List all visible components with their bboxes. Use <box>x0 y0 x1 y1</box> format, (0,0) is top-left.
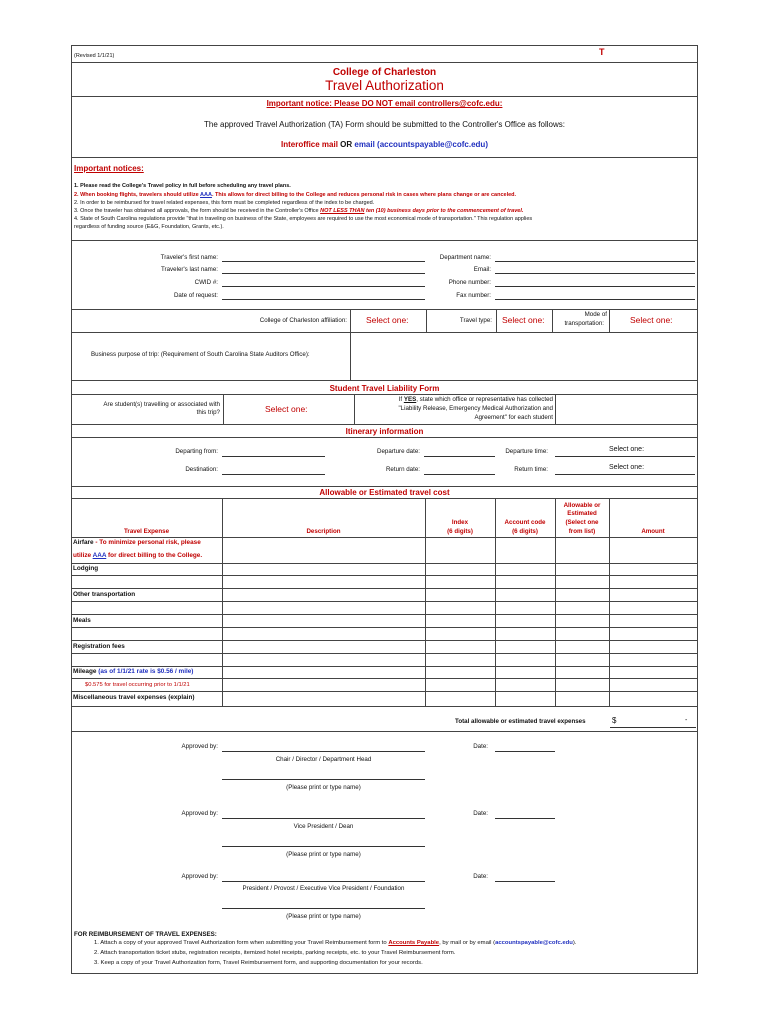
notice-5: 4. State of South Carolina regulations provide "that in traveling on business of the State, employees are required to use the most economical mode of transportation." This regulation applies <box>74 216 533 222</box>
last-name-label: Traveler's last name: <box>160 266 218 273</box>
notice-1: 1. Please read the College's Travel policy in full before scheduling any travel plans. <box>74 183 291 189</box>
airfare-label-2: utilize AAA for direct billing to the College. <box>73 552 203 559</box>
return-time-field[interactable] <box>555 474 695 475</box>
approver-2-role: Vice President / Dean <box>293 823 354 830</box>
aaa-link[interactable]: AAA <box>200 192 212 198</box>
approver-2-date[interactable] <box>495 818 555 819</box>
approver-1-date[interactable] <box>495 751 555 752</box>
accounts-payable-email[interactable]: accountspayable@cofc.edu <box>495 940 573 946</box>
col-allowable-3: (Select one <box>565 519 599 526</box>
cost-section-title: Allowable or Estimated travel cost <box>319 488 450 497</box>
first-name-field[interactable] <box>222 261 425 262</box>
fax-field[interactable] <box>495 299 695 300</box>
phone-field[interactable] <box>495 286 695 287</box>
approver-3-print: (Please print or type name) <box>286 913 361 920</box>
departure-time-field[interactable] <box>555 456 695 457</box>
col-index-2: (6 digits) <box>447 528 473 535</box>
student-question-1: Are student(s) travelling or associated with <box>103 401 220 408</box>
important-notice: Important notice: Please DO NOT email controllers@cofc.edu: <box>266 99 503 108</box>
submit-instruction: The approved Travel Authorization (TA) Form should be submitted to the Controller's Office as follows: <box>204 120 565 129</box>
reimbursement-3: 3. Keep a copy of your Travel Authorization form, Travel Reimbursement form, and supporting documentation for your records. <box>94 960 423 966</box>
approver-3-name[interactable] <box>222 908 425 909</box>
phone-label: Phone number: <box>448 279 491 286</box>
revised-date: (Revised 1/1/21) <box>74 53 115 59</box>
return-date-label: Return date: <box>385 466 420 473</box>
lodging-label: Lodging <box>73 565 99 572</box>
approver-2-print: (Please print or type name) <box>286 851 361 858</box>
return-time-label: Return time: <box>514 466 548 473</box>
itinerary-title: Itinerary information <box>345 427 424 436</box>
reimbursement-2: 2. Attach transportation ticket stubs, registration receipts, itemized hotel receipts, parking receipts, etc. to your Travel Reimbursement form. <box>94 950 456 956</box>
dept-label: Department name: <box>439 254 491 261</box>
affiliation-label: College of Charleston affiliation: <box>259 317 347 324</box>
approver-3-date[interactable] <box>495 881 555 882</box>
airfare-label-1: Airfare - To minimize personal risk, please <box>73 539 201 546</box>
approved-by-label-3: Approved by: <box>181 873 218 880</box>
departing-label: Departing from: <box>175 448 218 455</box>
approver-1-name[interactable] <box>222 779 425 780</box>
col-allowable-2: Estimated <box>567 510 597 517</box>
email-field[interactable] <box>495 273 695 274</box>
reimbursement-heading: FOR REIMBURSEMENT OF TRAVEL EXPENSES: <box>74 931 217 938</box>
travel-type-label: Travel type: <box>459 317 492 324</box>
student-if-yes-3: Agreement" for each student <box>474 414 553 421</box>
notice-6: regardless of funding source (E&G, Foundation, Grants, etc.). <box>74 224 224 230</box>
return-time-select[interactable]: Select one: <box>609 464 645 471</box>
col-travel-expense: Travel Expense <box>123 528 170 535</box>
col-account-2: (6 digits) <box>512 528 538 535</box>
approved-by-label-2: Approved by: <box>181 810 218 817</box>
approver-2-name[interactable] <box>222 846 425 847</box>
cwid-label: CWID #: <box>194 279 218 286</box>
col-allowable-1: Allowable or <box>563 502 601 509</box>
departure-date-field[interactable] <box>424 456 495 457</box>
cwid-field[interactable] <box>222 286 425 287</box>
corner-mark: T <box>599 47 605 57</box>
col-index-1: Index <box>451 519 469 526</box>
student-question-2: this trip? <box>196 409 220 416</box>
notices-heading: Important notices: <box>74 164 144 173</box>
affiliation-select[interactable]: Select one: <box>366 315 409 325</box>
mode-select[interactable]: Select one: <box>630 315 673 325</box>
mileage-note: $0.575 for travel occurring prior to 1/1/21 <box>85 682 190 688</box>
approver-2-signature[interactable] <box>222 818 425 819</box>
col-amount: Amount <box>641 528 665 535</box>
approved-by-label-1: Approved by: <box>181 743 218 750</box>
departure-time-select[interactable]: Select one: <box>609 446 645 453</box>
date-label-3: Date: <box>473 873 488 880</box>
student-section-title: Student Travel Liability Form <box>329 384 440 393</box>
fax-label: Fax number: <box>456 292 491 299</box>
col-allowable-4: from list) <box>568 528 596 535</box>
meals-label: Meals <box>73 617 91 624</box>
destination-field[interactable] <box>222 474 325 475</box>
misc-label: Miscellaneous travel expenses (explain) <box>73 694 195 701</box>
mileage-label: Mileage (as of 1/1/21 rate is $0.56 / mile) <box>73 668 194 675</box>
departure-date-label: Departure date: <box>377 448 420 455</box>
approver-1-role: Chair / Director / Department Head <box>275 756 372 763</box>
approver-3-role: President / Provost / Executive Vice President / Foundation <box>242 885 405 892</box>
return-date-field[interactable] <box>424 474 495 475</box>
approver-1-print: (Please print or type name) <box>286 784 361 791</box>
student-if-yes-2: "Liability Release, Emergency Medical Authorization and <box>398 405 553 412</box>
travel-type-select[interactable]: Select one: <box>502 315 545 325</box>
col-account-1: Account code <box>504 519 546 526</box>
email-label: Email: <box>473 266 491 273</box>
approver-1-signature[interactable] <box>222 751 425 752</box>
mode-label-1: Mode of <box>584 311 607 318</box>
accounts-payable-link[interactable]: Accounts Payable <box>388 940 440 946</box>
notice-4: 3. Once the traveler has obtained all approvals, the form should be received in the Controller's Office NOT LESS THAN ten (10) business days prior to the commencement of travel. <box>74 208 524 214</box>
total-value: - <box>685 717 688 724</box>
departing-field[interactable] <box>222 456 325 457</box>
purpose-label: Business purpose of trip: (Requirement of South Carolina State Auditors Office): <box>91 351 310 358</box>
date-label-1: Date: <box>473 743 488 750</box>
total-currency: $ <box>612 716 617 725</box>
college-name: College of Charleston <box>332 67 437 78</box>
first-name-label: Traveler's first name: <box>160 254 218 261</box>
last-name-field[interactable] <box>222 273 425 274</box>
departure-time-label: Departure time: <box>505 448 548 455</box>
dept-field[interactable] <box>495 261 695 262</box>
purpose-field[interactable] <box>351 333 697 379</box>
student-if-yes-1: If YES, state which office or representative has collected <box>398 396 553 403</box>
col-description: Description <box>306 528 341 535</box>
reimbursement-1: 1. Attach a copy of your approved Travel Authorization form when submitting your Travel Reimbursement form to Accounts Payable, by mail or by email (accountspayable@cofc.edu). <box>94 940 577 946</box>
notice-2: 2. When booking flights, travelers should utilize AAA. This allows for direct billing to the College and reduces personal risk in cases where plans change or are canceled. <box>74 192 517 198</box>
notice-3: 2. In order to be reimbursed for travel related expenses, this form must be completed regardless of the index to be charged. <box>74 200 375 206</box>
date-request-field[interactable] <box>222 299 425 300</box>
destination-label: Destination: <box>185 466 218 473</box>
date-label-2: Date: <box>473 810 488 817</box>
date-request-label: Date of request: <box>173 292 218 299</box>
student-select[interactable]: Select one: <box>265 404 308 414</box>
other-transport-label: Other transportation <box>73 591 136 598</box>
page-title: Travel Authorization <box>325 78 444 93</box>
submit-methods: Interoffice mail OR email (accountspayable@cofc.edu) <box>281 140 488 149</box>
approver-3-signature[interactable] <box>222 881 425 882</box>
registration-label: Registration fees <box>73 643 125 650</box>
mode-label-2: transportation: <box>564 320 604 327</box>
total-label: Total allowable or estimated travel expenses <box>455 718 586 725</box>
